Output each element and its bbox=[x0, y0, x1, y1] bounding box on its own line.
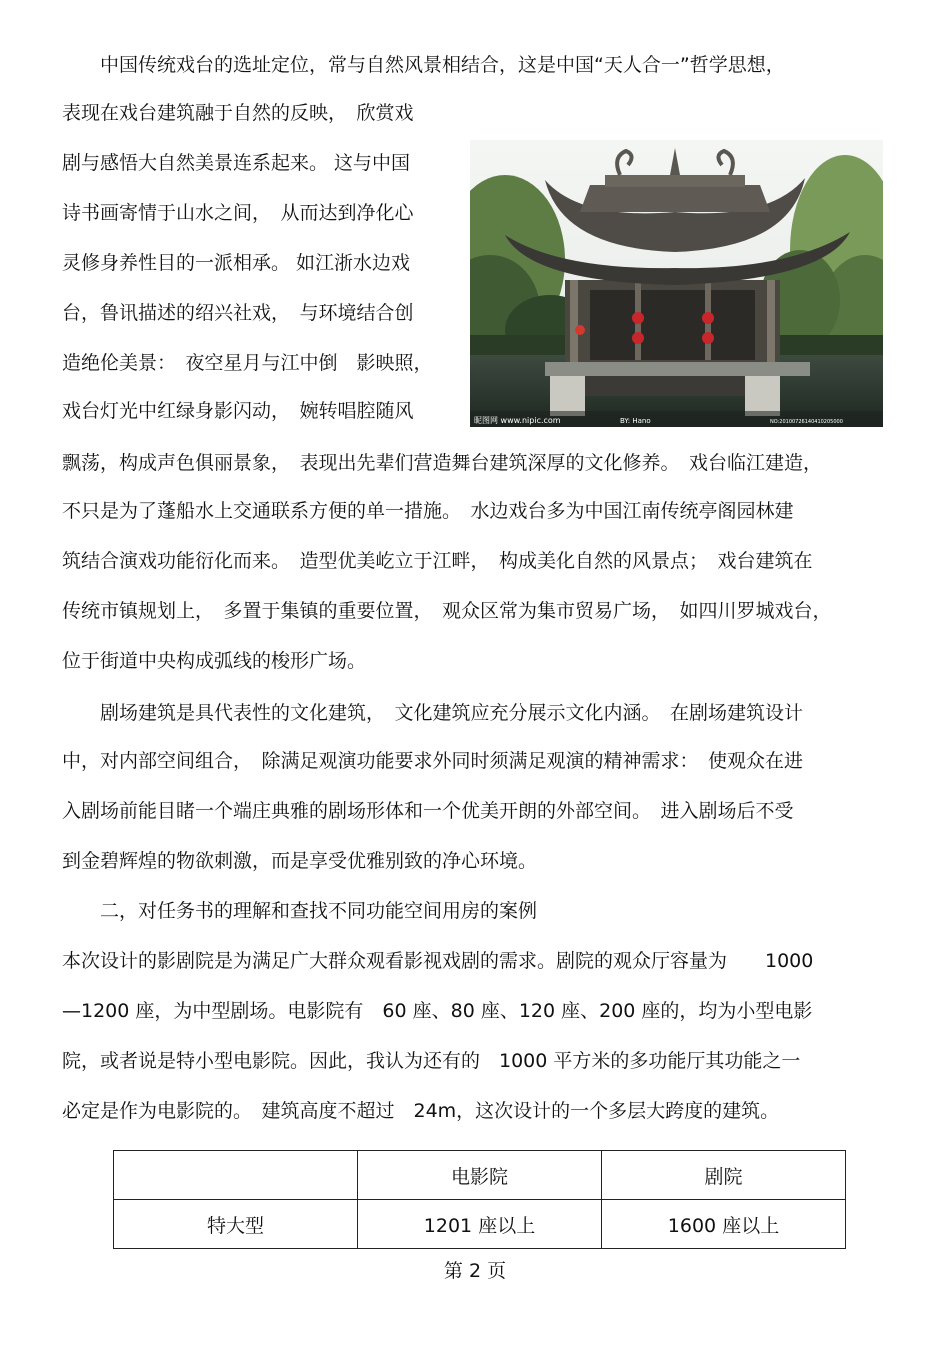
theater-stage-photo bbox=[470, 140, 883, 427]
text-line: 中，对内部空间组合， 除满足观演功能要求外同时须满足观演的精神需求： 使观众在进 bbox=[62, 750, 804, 772]
text-line: 入剧场前能目睹一个端庄典雅的剧场形体和一个优美开朗的外部空间。 进入剧场后不受 bbox=[62, 800, 794, 822]
text-line: 剧场建筑是具代表性的文化建筑， 文化建筑应充分展示文化内涵。 在剧场建筑设计 bbox=[62, 702, 804, 724]
text-line: 本次设计的影剧院是为满足广大群众观看影视戏剧的需求。剧院的观众厅容量为 1000 bbox=[62, 950, 814, 972]
photo-watermark-author: BY: Hano bbox=[620, 417, 651, 425]
text-line: 台，鲁讯描述的绍兴社戏， 与环境结合创 bbox=[62, 302, 414, 324]
table-cell: 1600 座以上 bbox=[602, 1200, 846, 1249]
table-header-cell: 剧院 bbox=[602, 1151, 846, 1200]
text-line: 灵修身养性目的一派相承。 如江浙水边戏 bbox=[62, 252, 411, 274]
text-line: 诗书画寄情于山水之间， 从而达到净化心 bbox=[62, 202, 414, 224]
text-line: 中国传统戏台的选址定位，常与自然风景相结合，这是中国“天人合一”哲学思想， bbox=[62, 54, 785, 76]
text-line: 造绝伦美景： 夜空星月与江中倒 影映照， bbox=[62, 352, 433, 374]
page-number: 第 2 页 bbox=[443, 1260, 507, 1282]
text-line: 到金碧辉煌的物欲刺激，而是享受优雅别致的净心环境。 bbox=[62, 850, 538, 872]
photo-watermark-id: NO:20100726140410205000 bbox=[770, 419, 843, 425]
text-line: 必定是作为电影院的。 建筑高度不超过 24m，这次设计的一个多层大跨度的建筑。 bbox=[62, 1100, 780, 1122]
text-line: 不只是为了蓬船水上交通联系方便的单一措施。 水边戏台多为中国江南传统亭阁园林建 bbox=[62, 500, 794, 522]
text-line: 位于街道中央构成弧线的梭形广场。 bbox=[62, 650, 367, 672]
text-line: 筑结合演戏功能衍化而来。 造型优美屹立于江畔， 构成美化自然的风景点； 戏台建筑在 bbox=[62, 550, 813, 572]
table-cell: 特大型 bbox=[114, 1200, 358, 1249]
theater-size-table bbox=[113, 1150, 846, 1249]
text-line: 院，或者说是特小型电影院。因此，我认为还有的 1000 平方米的多功能厅其功能之一 bbox=[62, 1050, 801, 1072]
table-header-cell: 电影院 bbox=[358, 1151, 602, 1200]
text-line: 飘荡，构成声色俱丽景象， 表现出先辈们营造舞台建筑深厚的文化修养。 戏台临江建造， bbox=[62, 452, 823, 474]
text-line: 戏台灯光中红绿身影闪动， 婉转唱腔随风 bbox=[62, 400, 414, 422]
photo-watermark-site: 昵图网 www.nipic.com bbox=[474, 416, 561, 425]
table-header-cell bbox=[114, 1151, 358, 1200]
table-row bbox=[114, 1200, 846, 1249]
text-line: 二，对任务书的理解和查找不同功能空间用房的案例 bbox=[62, 900, 538, 922]
text-line: 剧与感悟大自然美景连系起来。 这与中国 bbox=[62, 152, 411, 174]
text-line: 表现在戏台建筑融于自然的反映， 欣赏戏 bbox=[62, 102, 414, 124]
table-header-row bbox=[114, 1151, 846, 1200]
table-cell: 1201 座以上 bbox=[358, 1200, 602, 1249]
text-line: 传统市镇规划上， 多置于集镇的重要位置， 观众区常为集市贸易广场， 如四川罗城戏台， bbox=[62, 600, 832, 622]
text-line: —1200 座，为中型剧场。电影院有 60 座、80 座、120 座、200 座的，均为小型电影 bbox=[62, 1000, 813, 1022]
